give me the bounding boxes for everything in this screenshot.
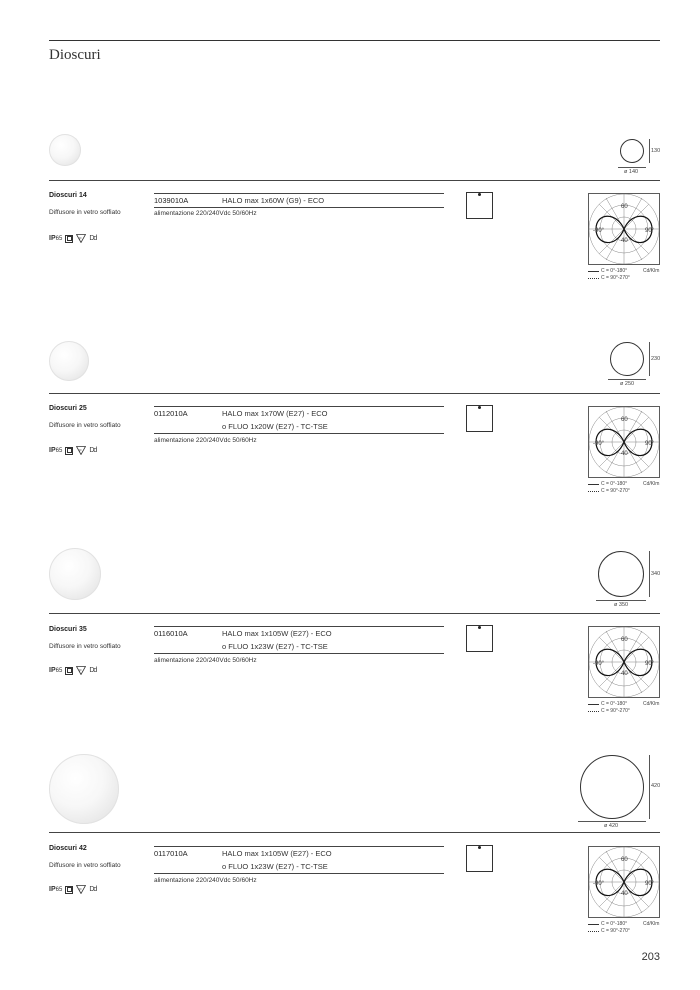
product-code: 0117010A	[154, 849, 188, 858]
lamp-spec-2: o FLUO 1x20W (E27) - TC-TSE	[222, 422, 328, 431]
height-line	[649, 755, 650, 819]
dimension-circle	[598, 551, 644, 597]
polar-label-top: 60	[621, 204, 628, 210]
polar-label-right: 90°	[645, 441, 655, 447]
product-name: Dioscuri 35	[49, 626, 87, 633]
top-rule	[49, 40, 660, 41]
svg-text:F: F	[79, 447, 83, 453]
product-code: 0116010A	[154, 629, 188, 638]
height-label: 420	[651, 783, 661, 789]
power-supply: alimentazione 220/240Vdc 50/60Hz	[154, 657, 257, 664]
dd-mark-icon: Dd	[89, 235, 97, 242]
f-mark-icon	[76, 234, 86, 243]
polar-label-center: 40	[621, 891, 628, 897]
diameter-line	[596, 600, 646, 601]
polar-label-top: 60	[621, 417, 628, 423]
product-photo	[49, 754, 119, 824]
svg-text:F: F	[79, 235, 83, 241]
code-rule	[154, 653, 444, 654]
polar-label-right: 90°	[645, 228, 655, 234]
polar-diagram	[588, 846, 660, 918]
class-ii-box-icon	[65, 667, 73, 675]
power-supply: alimentazione 220/240Vdc 50/60Hz	[154, 877, 257, 884]
code-rule	[154, 626, 444, 627]
height-line	[649, 342, 650, 376]
polar-label-left: -90°	[593, 661, 605, 667]
dd-mark-icon: Dd	[89, 886, 97, 893]
polar-label-top: 60	[621, 637, 628, 643]
lamp-spec-2: o FLUO 1x23W (E27) - TC-TSE	[222, 642, 328, 651]
ip-rating-icon: IP65	[49, 667, 63, 674]
code-rule	[154, 873, 444, 874]
diameter-label: ø 140	[624, 169, 639, 175]
polar-diagram	[588, 406, 660, 478]
certification-marks	[49, 446, 96, 455]
lamp-spec-1: HALO max 1x105W (E27) - ECO	[222, 849, 332, 858]
certification-marks	[49, 666, 96, 675]
dd-mark-icon: Dd	[89, 447, 97, 454]
mounting-diagram-icon	[466, 845, 493, 872]
dimension-circle	[610, 342, 644, 376]
polar-label-center: 40	[621, 238, 628, 244]
code-rule	[154, 846, 444, 847]
lamp-spec-1: HALO max 1x70W (E27) - ECO	[222, 409, 328, 418]
diameter-label: ø 250	[620, 381, 635, 387]
lamp-spec-1: HALO max 1x105W (E27) - ECO	[222, 629, 332, 638]
f-mark-icon	[76, 885, 86, 894]
polar-label-center: 40	[621, 671, 628, 677]
section-separator	[49, 180, 660, 181]
class-ii-box-icon	[65, 235, 73, 243]
polar-label-right: 90°	[645, 881, 655, 887]
mounting-diagram-icon	[466, 192, 493, 219]
power-supply: alimentazione 220/240Vdc 50/60Hz	[154, 437, 257, 444]
page-number: 203	[641, 951, 660, 963]
product-photo	[49, 134, 81, 166]
product-description: Diffusore in vetro soffiato	[49, 209, 121, 216]
polar-label-center: 40	[621, 451, 628, 457]
polar-legend: C = 0°-180° C = 90°-270° Cd/Klm	[588, 268, 630, 282]
mounting-diagram-icon	[466, 405, 493, 432]
polar-label-top: 60	[621, 857, 628, 863]
polar-legend: C = 0°-180° C = 90°-270° Cd/Klm	[588, 481, 630, 495]
svg-text:F: F	[79, 886, 83, 892]
product-description: Diffusore in vetro soffiato	[49, 422, 121, 429]
product-code: 1039010A	[154, 196, 189, 205]
polar-diagram	[588, 193, 660, 265]
ip-rating-icon: IP65	[49, 447, 63, 454]
certification-marks	[49, 885, 96, 894]
code-rule	[154, 433, 444, 434]
power-supply: alimentazione 220/240Vdc 50/60Hz	[154, 210, 257, 217]
product-photo	[49, 548, 101, 600]
product-name: Dioscuri 42	[49, 845, 87, 852]
polar-label-left: -90°	[593, 228, 605, 234]
diameter-label: ø 350	[614, 602, 629, 608]
code-rule	[154, 207, 444, 208]
diameter-line	[578, 821, 646, 822]
f-mark-icon	[76, 666, 86, 675]
product-description: Diffusore in vetro soffiato	[49, 643, 121, 650]
polar-diagram	[588, 626, 660, 698]
section-separator	[49, 613, 660, 614]
product-name: Dioscuri 25	[49, 405, 87, 412]
svg-text:F: F	[79, 667, 83, 673]
code-rule	[154, 406, 444, 407]
height-line	[649, 551, 650, 597]
code-rule	[154, 193, 444, 194]
polar-label-left: -90°	[593, 441, 605, 447]
height-label: 130	[651, 148, 661, 154]
class-ii-box-icon	[65, 886, 73, 894]
ip-rating-icon: IP65	[49, 886, 63, 893]
ip-rating-icon: IP65	[49, 235, 63, 242]
dimension-circle	[580, 755, 644, 819]
polar-label-left: -90°	[593, 881, 605, 887]
product-photo	[49, 341, 89, 381]
dd-mark-icon: Dd	[89, 667, 97, 674]
section-separator	[49, 832, 660, 833]
section-separator	[49, 393, 660, 394]
diameter-line	[608, 379, 646, 380]
product-code: 0112010A	[154, 409, 188, 418]
f-mark-icon	[76, 446, 86, 455]
height-label: 340	[651, 571, 661, 577]
certification-marks	[49, 234, 96, 243]
polar-legend: C = 0°-180° C = 90°-270° Cd/Klm	[588, 921, 630, 935]
product-name: Dioscuri 14	[49, 192, 87, 199]
polar-legend: C = 0°-180° C = 90°-270° Cd/Klm	[588, 701, 630, 715]
lamp-spec-1: HALO max 1x60W (G9) - ECO	[222, 196, 325, 205]
mounting-diagram-icon	[466, 625, 493, 652]
height-line	[649, 139, 650, 163]
diameter-line	[618, 167, 646, 168]
lamp-spec-2: o FLUO 1x23W (E27) - TC-TSE	[222, 862, 328, 871]
dimension-circle	[620, 139, 644, 163]
class-ii-box-icon	[65, 447, 73, 455]
height-label: 230	[651, 356, 661, 362]
diameter-label: ø 420	[604, 823, 619, 829]
product-description: Diffusore in vetro soffiato	[49, 862, 121, 869]
polar-label-right: 90°	[645, 661, 655, 667]
page-title: Dioscuri	[49, 47, 101, 63]
